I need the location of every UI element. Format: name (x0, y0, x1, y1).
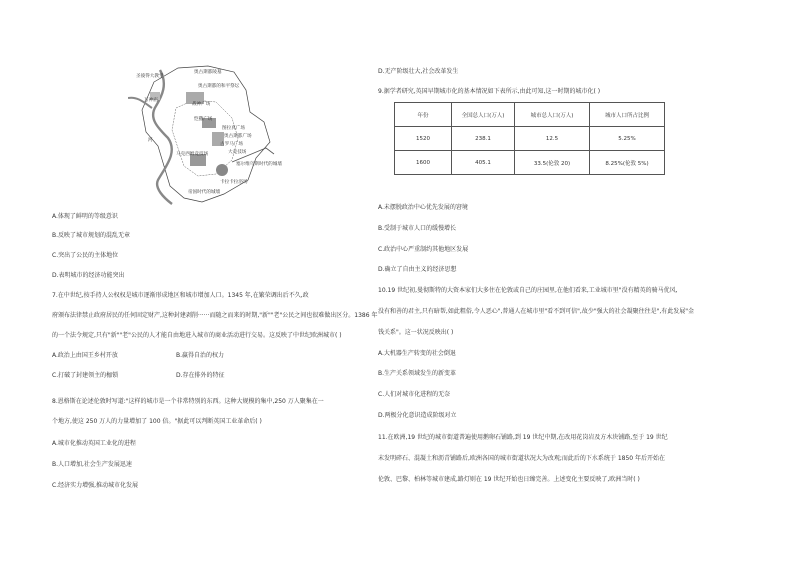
map-label: 万神庙 (144, 98, 158, 103)
question-11-line: 伦敦、巴黎、柏林等城市建成,路灯则在 19 世纪开始也日臻完善。上述变化主要反映了,欧洲当时( ) (378, 476, 640, 483)
table-header-cell: 城市总人口(万人) (515, 103, 590, 127)
question-8-line: 个地方,使这 250 万人的力量增加了 100 倍。"据此可以判断英国工业革命后( ) (52, 418, 262, 425)
table-cell: 5.25% (590, 127, 665, 151)
q8-option-c: C.经济实力增强,推动城市化发展 (52, 482, 139, 489)
rome-city-map (128, 62, 282, 208)
q8-option-d: D.无产阶级壮大,社会改革发生 (378, 68, 459, 75)
q9-option-c: C.政治中心严重制约其他地区发展 (378, 246, 469, 253)
table-header-cell: 城市人口所占比例 (590, 103, 665, 127)
table-cell: 8.25%(伦敦 5%) (590, 151, 665, 175)
question-10-line: 钱关系"。这一状况反映出( ) (378, 329, 454, 336)
q7-option-c: C.打破了封建领主的枷锁 (52, 372, 119, 379)
option-b: B.反映了城市规划的混乱无章 (52, 232, 131, 239)
map-label: 卡拉卡拉浴场 (220, 180, 248, 185)
question-10-line: 10.19 世纪初,曼彻斯特的大资本家们大多住在伦敦或自己的庄园里,在他们看来,工业城市里"没有精英的骑马优风, (378, 287, 678, 294)
map-label: 河 (148, 138, 153, 143)
q7-option-a: A.政治上由国王乡村开放 (52, 352, 118, 359)
map-label: 塞尔维乌斯时代的城墙 (236, 162, 282, 167)
table-cell: 1600 (395, 151, 452, 175)
map-label: 马克西姆竞技场 (176, 152, 209, 157)
map-label: 奥古斯都的和平祭坛 (198, 84, 240, 89)
q9-option-b: B.受制于城市人口的缓慢增长 (378, 225, 457, 232)
table-cell: 12.5 (515, 127, 590, 151)
map-label: 圣彼得大教堂 (136, 74, 164, 79)
table-header-cell: 全国总人口(万人) (452, 103, 515, 127)
table-header-cell: 年份 (395, 103, 452, 127)
table-header-row (395, 103, 665, 127)
q7-option-b: B.赢得自治的权力 (176, 352, 225, 359)
q9-option-a: A.未摆脱政治中心优先发展的窘境 (378, 204, 468, 211)
question-10-line: 没有和善的君主,只有暗帮,如此粗俗,令人恶心",普通人在城市里"看不到可信",故少"强大的社会凝聚往往是",有此发展"金 (378, 308, 695, 315)
map-label: 恺撒广场 (194, 117, 213, 122)
q10-option-d: D.两极分化意识造成阶级对立 (378, 412, 457, 419)
q10-option-b: B.生产关系领域发生的新变革 (378, 370, 457, 377)
question-7-line: 的一个法令规定,只有"新""老"公民的人才能自由地进入城市的商业活动进行交易。这反映了中世纪欧洲城市( ) (52, 332, 342, 339)
question-9: 9.据学者研究,英国早期城市化的基本情况如下表所示,由此可知,这一时期的城市化( ) (378, 88, 601, 95)
table-cell: 238.1 (452, 127, 515, 151)
population-table (394, 102, 665, 175)
question-11-line: 11.在欧洲,19 世纪的城市街道普遍使用鹅卵石铺路,到 19 世纪中期,在改用花岗岩及方木块铺路,至于 19 世纪 (378, 434, 668, 441)
map-label: 大竞技场 (228, 150, 247, 155)
map-label: 帝国时代的城墙 (188, 190, 221, 195)
question-11-line: 末发明碎石、混凝土和沥青铺路后,欧洲各国的城市街道状况大为改观;而此后的下水系统于 1850 年后开始在 (378, 455, 666, 462)
table-cell: 1520 (395, 127, 452, 151)
map-label: 奥古斯都陵墓 (194, 70, 222, 75)
map-label: 图拉真广场 (222, 126, 245, 131)
table-cell: 33.5(伦敦 20) (515, 151, 590, 175)
table-cell: 405.1 (452, 151, 515, 175)
table-row (395, 151, 665, 175)
q10-option-a: A.大机器生产转变的社会倒退 (378, 350, 456, 357)
q8-option-a: A.城市化推动英国工业化的进程 (52, 440, 136, 447)
option-d: D.表明城市的经济功能突出 (52, 272, 125, 279)
option-a: A.体现了鲜明的等级意识 (52, 213, 118, 220)
q10-option-c: C.人们对城市化进程的无奈 (378, 391, 451, 398)
table-row (395, 127, 665, 151)
map-label: 古罗马广场 (220, 142, 243, 147)
question-8-line: 8.恩格斯在论述伦敦时写道:"这样的城市是一个非常特别的东西。这种大规模的集中,250 万人聚集在一 (52, 398, 324, 405)
map-label: 奥古斯都广场 (224, 134, 252, 139)
map-label: 战神广场 (192, 102, 211, 107)
q7-option-d: D.存在排外的特征 (176, 372, 225, 379)
map-block (216, 164, 228, 176)
question-7-line: 府颁布法律禁止政府居民的任何固定财产,这种封建剥削······而随之而来的时期,"新""老"公民之间也很难做出区分。1386 年 (52, 312, 378, 319)
option-c: C.突出了公民的主体地位 (52, 252, 119, 259)
q9-option-d: D.确立了自由主义的经济思想 (378, 266, 457, 273)
q8-option-b: B.人口增加,社会生产发展迅速 (52, 461, 132, 468)
question-7-line: 7.在中世纪,按手持人公权权是城市逐渐形成地区和城市增加人口。1345 年,在繁荣调出后不久,政 (52, 292, 309, 299)
